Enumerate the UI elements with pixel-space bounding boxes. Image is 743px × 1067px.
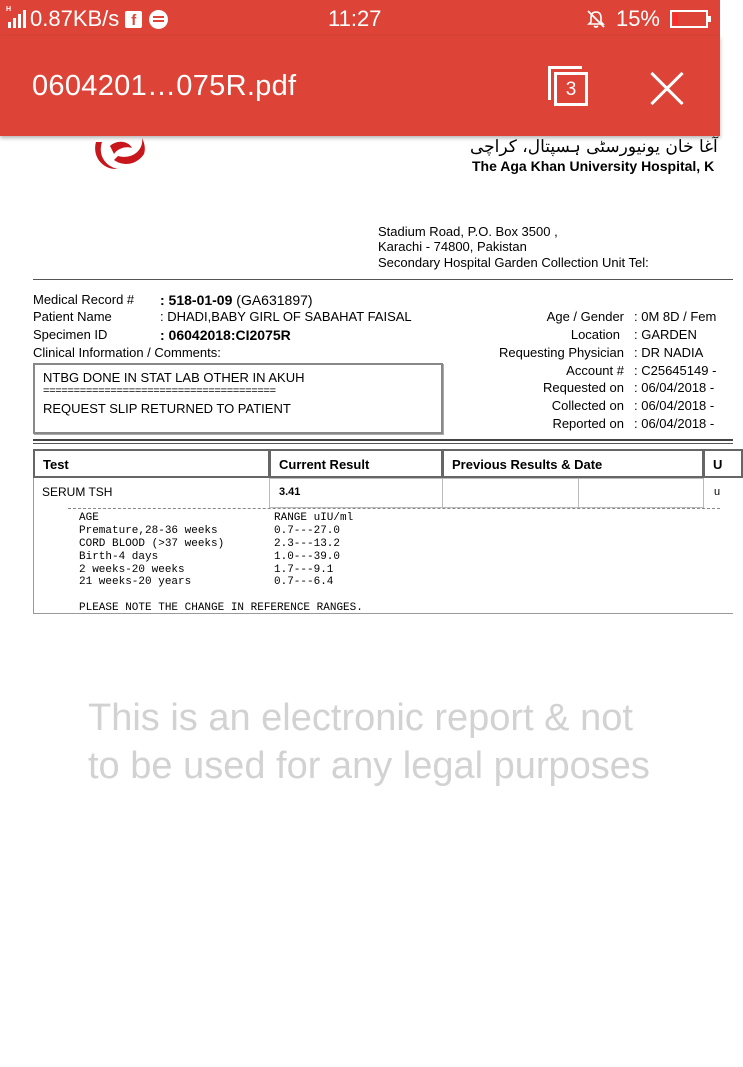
- patient-name-value: : DHADI,BABY GIRL OF SABAHAT FAISAL: [160, 309, 412, 324]
- battery-level: [673, 13, 678, 25]
- reference-col-header: RANGE uIU/ml: [274, 512, 354, 524]
- clinical-info-label: Clinical Information / Comments:: [33, 345, 221, 360]
- page-count: 3: [554, 72, 588, 106]
- physician-label: Requesting Physician: [498, 345, 624, 360]
- account-label: Account #: [566, 363, 624, 378]
- patient-name-label: Patient Name: [33, 309, 112, 324]
- age-gender-label: Age / Gender: [546, 309, 624, 324]
- facebook-icon: f: [125, 11, 142, 28]
- medical-record-extra: (GA631897): [232, 292, 313, 308]
- reference-age: 2 weeks-20 weeks: [79, 564, 185, 576]
- test-name: SERUM TSH: [42, 485, 113, 499]
- hospital-name: The Aga Khan University Hospital, K: [472, 158, 715, 174]
- comments-box: [33, 363, 443, 434]
- clock: 11:27: [328, 6, 382, 31]
- watermark-line: This is an electronic report & not: [88, 697, 633, 739]
- hospital-name-urdu: آغا خان یونیورسٹی ہسپتال، کراچی: [470, 137, 718, 157]
- current-result-value: 3.41: [279, 486, 301, 498]
- reference-col-header: AGE: [79, 512, 99, 524]
- dotted-divider: [68, 508, 720, 509]
- reference-age: 21 weeks-20 years: [79, 576, 192, 588]
- reference-range: 1.0---39.0: [274, 551, 341, 563]
- bell-muted-icon: [586, 9, 606, 29]
- header-previous-results: Previous Results & Date: [442, 449, 704, 478]
- reference-range: 1.7---9.1: [274, 564, 334, 576]
- medical-record-value: : 518-01-09: [160, 292, 233, 308]
- divider: [33, 439, 733, 441]
- reported-on-label: Reported on: [552, 416, 624, 431]
- watermark-line: to be used for any legal purposes: [88, 745, 650, 787]
- reference-range: 0.7---6.4: [274, 576, 334, 588]
- reference-age: Birth-4 days: [79, 551, 159, 563]
- medical-record-label: Medical Record #: [33, 292, 135, 307]
- status-bar: [0, 0, 720, 36]
- header-unit: U: [703, 449, 743, 478]
- account-value: : C25645149 -: [634, 363, 717, 378]
- reported-on-value: : 06/04/2018 -: [634, 416, 715, 431]
- comment-line: REQUEST SLIP RETURNED TO PATIENT: [43, 401, 291, 416]
- battery-icon: [670, 10, 708, 28]
- hospital-logo: [92, 136, 150, 170]
- requested-on-value: : 06/04/2018 -: [634, 380, 715, 395]
- address-line: Karachi - 74800, Pakistan: [378, 239, 527, 254]
- previous-result-cell: [442, 478, 579, 508]
- reference-range: 0.7---27.0: [274, 525, 341, 537]
- reference-note: PLEASE NOTE THE CHANGE IN REFERENCE RANGES.: [79, 602, 363, 614]
- signal-icon: H: [8, 10, 26, 28]
- physician-value: : DR NADIA: [634, 345, 704, 360]
- divider: [33, 279, 733, 280]
- watermark: [88, 694, 650, 790]
- collected-on-label: Collected on: [551, 398, 624, 413]
- app-bar: [0, 36, 720, 136]
- collected-on-value: : 06/04/2018 -: [634, 398, 715, 413]
- messenger-icon: [149, 10, 168, 29]
- comment-separator: ======================================: [43, 385, 276, 397]
- previous-result-cell: [578, 478, 704, 508]
- reference-age: CORD BLOOD (>37 weeks): [79, 538, 225, 550]
- specimen-value: : 06042018:CI2075R: [160, 327, 291, 343]
- requested-on-label: Requested on: [543, 380, 624, 395]
- location-value: : GARDEN: [634, 327, 697, 342]
- comment-line: NTBG DONE IN STAT LAB OTHER IN AKUH: [43, 370, 305, 385]
- battery-percent: 15%: [615, 6, 660, 31]
- header-test: Test: [33, 449, 270, 478]
- document-title: 0604201…075R.pdf: [32, 70, 297, 102]
- pdf-page[interactable]: [0, 136, 723, 1067]
- network-speed: 0.87KB/s: [30, 6, 120, 31]
- location-label: Location: [570, 327, 620, 342]
- close-button[interactable]: [648, 70, 686, 108]
- reference-age: Premature,28-36 weeks: [79, 525, 218, 537]
- address-line: Stadium Road, P.O. Box 3500 ,: [378, 224, 558, 239]
- reference-range: 2.3---13.2: [274, 538, 341, 550]
- unit-value: u: [714, 486, 721, 498]
- age-gender-value: : 0M 8D / Fem: [634, 309, 717, 324]
- address-line: Secondary Hospital Garden Collection Unit Tel:: [378, 255, 649, 270]
- header-current-result: Current Result: [269, 449, 443, 478]
- divider: [33, 443, 733, 444]
- specimen-label: Specimen ID: [33, 327, 108, 342]
- page-count-button[interactable]: [548, 66, 590, 108]
